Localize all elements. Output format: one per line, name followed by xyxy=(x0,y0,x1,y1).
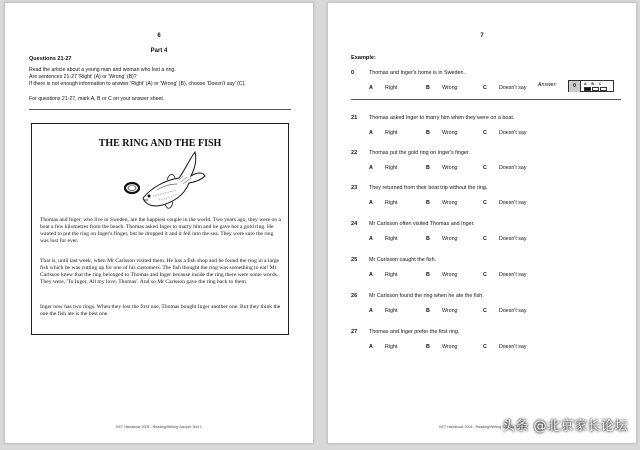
page-right xyxy=(327,2,637,444)
question-number: 26 xyxy=(351,293,358,299)
option-a[interactable]: A Right xyxy=(369,200,398,206)
question-item xyxy=(351,115,621,137)
fish-and-ring-icon xyxy=(117,150,207,220)
question-item xyxy=(351,293,621,315)
page-footer: KET Handbook 2004 - Reading/Writing Sample Test 1 xyxy=(116,425,202,429)
article-paragraph: That is, until last week, when Mr Carlsson visited them. He has a fish shop and he found the ring in a large fish which he was cutting up for one of his customers. The fish thought the ring was something to eat! Mr Carlsson knew that the ring belonged to Thomas and Inger because inside the ring there were some words. They were, 'To Inger, All my love, Thomas'. And so Mr Carlsson gave the ring back to them. xyxy=(40,258,279,286)
option-c[interactable]: C Doesn't say xyxy=(483,200,527,206)
question-number: 22 xyxy=(351,150,358,156)
question-text: Thomas put the gold ring on Inger's finger. xyxy=(369,150,470,156)
article-title: THE RING AND THE FISH xyxy=(98,138,222,149)
option-b[interactable]: B Wrong xyxy=(426,85,458,91)
answer-box-number: 0 xyxy=(569,81,581,92)
instructions xyxy=(29,67,299,88)
question-item xyxy=(351,329,621,351)
option-b[interactable]: B Wrong xyxy=(426,200,458,206)
answer-box-letters: A B C xyxy=(584,81,604,86)
question-text: Thomas and Inger's home is in Sweden. xyxy=(369,70,466,76)
option-b[interactable]: B Wrong xyxy=(426,236,458,242)
page-number: 7 xyxy=(480,33,484,39)
option-a[interactable]: A Right xyxy=(369,85,398,91)
question-text: Mr Carlsson found the ring when he ate the fish. xyxy=(369,293,484,299)
instruction-line: If there is not enough information to answer 'Right' (A) or 'Wrong' (B), choose 'Doesn't say' (C). xyxy=(29,81,246,87)
option-b[interactable]: B Wrong xyxy=(426,130,458,136)
instruction-line: Are sentences 21-27 'Right' (A) or 'Wrong' (B)? xyxy=(29,74,137,80)
question-number: 24 xyxy=(351,221,358,227)
option-b[interactable]: B Wrong xyxy=(426,344,458,350)
option-c[interactable]: C Doesn't say xyxy=(483,236,527,242)
example-label: Example: xyxy=(351,55,376,61)
option-c[interactable]: C Doesn't say xyxy=(483,272,527,278)
question-text: Mr Carlsson caught the fish. xyxy=(369,257,437,263)
option-b[interactable]: B Wrong xyxy=(426,165,458,171)
question-item xyxy=(351,70,621,92)
watermark: 头条 @北京家长论坛 xyxy=(501,419,628,434)
page-footer: KET Handbook 2004 - Reading/Writing Sample Test 1 xyxy=(439,425,525,429)
answer-label: Answer: xyxy=(538,82,557,88)
option-a[interactable]: A Right xyxy=(369,236,398,242)
question-number: 23 xyxy=(351,185,358,191)
article-box xyxy=(31,123,289,335)
question-number: 21 xyxy=(351,115,358,121)
option-a[interactable]: A Right xyxy=(369,130,398,136)
page-number: 6 xyxy=(157,33,161,39)
question-text: Thomas and Inger prefer the first ring. xyxy=(369,329,460,335)
question-item xyxy=(351,257,621,279)
question-text: Thomas asked Inger to marry him when they were on a boat. xyxy=(369,115,515,121)
page-left xyxy=(4,2,314,444)
option-c[interactable]: C Doesn't say xyxy=(483,130,527,136)
question-item xyxy=(351,221,621,243)
option-a[interactable]: A Right xyxy=(369,344,398,350)
questions-heading: Questions 21-27 xyxy=(29,56,72,62)
question-number: 0 xyxy=(351,70,355,76)
question-text: They returned from their boat trip without the ring. xyxy=(369,185,488,191)
divider xyxy=(351,99,621,100)
option-a[interactable]: A Right xyxy=(369,165,398,171)
instruction-line: Read the article about a young man and woman who lost a ring. xyxy=(29,67,176,73)
option-a[interactable]: A Right xyxy=(369,272,398,278)
option-b[interactable]: B Wrong xyxy=(426,308,458,314)
question-number: 25 xyxy=(351,257,358,263)
option-c[interactable]: C Doesn't say xyxy=(483,308,527,314)
article-paragraph: Thomas and Inger, who live in Sweden, are the happiest couple in the world. Two years ago, they were on a boat a few kilometres from the beach. Thomas asked Inger to marry him and he gave her a gold ring. He wanted to put the ring on Inger's finger, but he dropped it and it fell into the sea. They were sure the ring was lost for ever. xyxy=(40,217,281,245)
part-heading: Part 4 xyxy=(150,48,168,54)
option-c[interactable]: C Doesn't say xyxy=(483,165,527,171)
answer-sheet-instruction: For questions 21-27, mark A, B or C on your answer sheet. xyxy=(29,96,165,102)
article-paragraph: Inger now has two rings. When they lost the first one, Thomas bought Inger another one. But they think the one the fish ate is the best one. xyxy=(40,304,281,318)
option-a[interactable]: A Right xyxy=(369,308,398,314)
divider xyxy=(29,109,291,110)
question-item xyxy=(351,185,621,207)
option-c[interactable]: C Doesn't say xyxy=(483,344,527,350)
question-text: Mr Carlsson often visited Thomas and Inger. xyxy=(369,221,475,227)
option-c[interactable]: C Doesn't say xyxy=(483,85,527,91)
question-item xyxy=(351,150,621,172)
option-b[interactable]: B Wrong xyxy=(426,272,458,278)
question-number: 27 xyxy=(351,329,358,335)
